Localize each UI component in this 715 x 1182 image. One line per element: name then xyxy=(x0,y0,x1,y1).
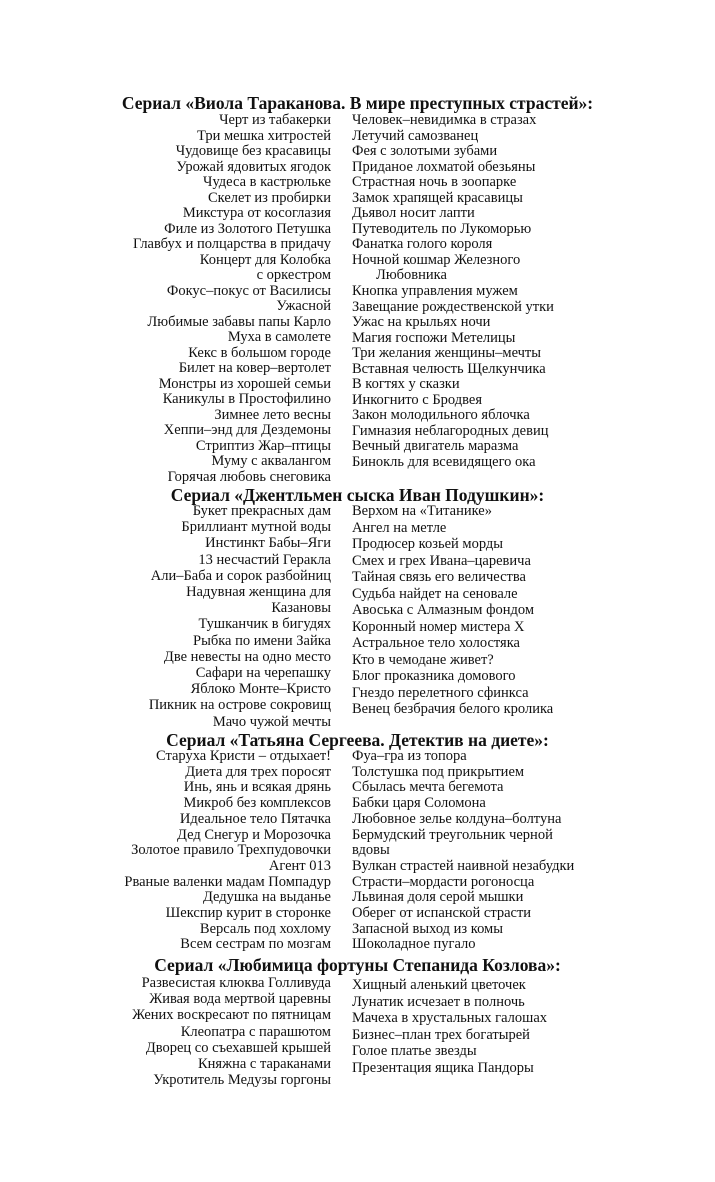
book-title: Ужасной xyxy=(276,298,331,314)
book-title: Дворец со съехавшей крышей xyxy=(145,1039,331,1056)
book-title: Человек–невидимка в стразах xyxy=(352,112,537,128)
book-title: Три желания женщины–мечты xyxy=(352,345,542,362)
book-title: Летучий самозванец xyxy=(352,127,479,144)
book-title: Золотое правило Трехпудовочки xyxy=(131,842,331,859)
book-title: Черт из табакерки xyxy=(219,112,331,128)
book-title: Завещание рождественской утки xyxy=(352,298,554,315)
book-title: Инстинкт Бабы–Яги xyxy=(205,535,331,552)
book-title: Горячая любовь снеговика xyxy=(167,468,331,485)
book-title: Али–Баба и сорок разбойниц xyxy=(150,567,331,584)
book-title: Авоська с Алмазным фондом xyxy=(352,602,535,618)
book-title: Яблоко Монте–Кристо xyxy=(190,681,331,698)
series-sergeeva-right-list xyxy=(352,749,574,953)
book-title: Любимые забавы папы Карло xyxy=(147,313,331,330)
book-title: Верхом на «Титанике» xyxy=(352,503,492,519)
book-title: В когтях у сказки xyxy=(352,376,460,393)
book-title: Бинокль для всевидящего ока xyxy=(352,454,536,471)
book-title: Диета для трех поросят xyxy=(185,763,331,780)
book-title: Мачо чужой мечты xyxy=(212,713,331,730)
book-title: Любовное зелье колдуна–болтуна xyxy=(352,810,562,827)
book-title: Астральное тело холостяка xyxy=(352,635,520,651)
book-title: Замок храпящей красавицы xyxy=(352,189,523,206)
book-title: Вулкан страстей наивной незабудки xyxy=(352,857,575,874)
series-title-kozlova: Сериал «Любимица фортуны Степанида Козлова»: xyxy=(154,955,561,975)
series-podushkin-left-list xyxy=(149,503,331,730)
book-title: Версаль под хохлому xyxy=(199,920,331,937)
book-title: Каникулы в Простофилино xyxy=(162,391,331,407)
book-title: Три мешка хитростей xyxy=(197,127,331,144)
book-title: Муму с аквалангом xyxy=(211,453,331,469)
book-title: Фуа–гра из топора xyxy=(352,748,467,764)
book-title: Хищный аленький цветочек xyxy=(352,977,526,993)
book-title: Микстура от косоглазия xyxy=(182,205,331,221)
book-title: Инь, янь и всякая дрянь xyxy=(183,779,331,796)
book-title: Продюсер козьей морды xyxy=(352,536,504,552)
book-title: Муха в самолете xyxy=(227,329,331,345)
series-title-podushkin: Сериал «Джентльмен сыска Иван Подушкин»: xyxy=(170,485,545,505)
book-title: Рваные валенки мадам Помпадур xyxy=(124,873,331,890)
book-title: Блог проказника домового xyxy=(352,668,516,684)
book-title: Дедушка на выданье xyxy=(202,889,331,906)
book-title: Две невесты на одно место xyxy=(163,648,331,665)
book-title: Главбух и полцарства в придачу xyxy=(133,236,331,252)
book-title: Путеводитель по Лукоморью xyxy=(352,220,532,237)
book-title: Чудовище без красавицы xyxy=(175,143,331,159)
book-title: Инкогнито с Бродвея xyxy=(352,391,482,408)
series-kozlova-right-list xyxy=(352,977,547,1076)
book-title: Бермудский треугольник черной xyxy=(352,826,553,843)
book-title: Всем сестрам по мозгам xyxy=(180,936,331,953)
book-title: Микроб без комплексов xyxy=(183,795,331,812)
book-title: вдовы xyxy=(352,842,390,859)
book-title: Закон молодильного яблочка xyxy=(352,407,530,424)
book-title: Гимназия неблагородных девиц xyxy=(352,422,549,439)
book-title: Бриллиант мутной воды xyxy=(181,519,331,536)
book-title: Оберег от испанской страсти xyxy=(352,905,532,922)
book-title: Старуха Кристи – отдыхает! xyxy=(156,748,331,764)
book-title: Львиная доля серой мышки xyxy=(352,889,524,906)
series-viola-left-list xyxy=(133,113,331,485)
book-title: Клеопатра с парашютом xyxy=(180,1023,331,1040)
book-title: Хеппи–энд для Дездемоны xyxy=(163,422,331,438)
book-title: Монстры из хорошей семьи xyxy=(158,375,331,392)
book-title: Идеальное тело Пятачка xyxy=(179,810,331,827)
book-title: Толстушка под прикрытием xyxy=(352,763,525,780)
book-title: Кекс в большом городе xyxy=(188,344,331,361)
book-title: Ночной кошмар Железного xyxy=(352,251,521,268)
book-title: Фанатка голого короля xyxy=(352,236,493,253)
series-kozlova-left-list xyxy=(132,975,331,1088)
book-title: Сбылась мечта бегемота xyxy=(352,779,504,796)
book-title: Чудеса в кастрюльке xyxy=(203,174,331,190)
book-title: Агент 013 xyxy=(268,857,331,874)
book-title: Дьявол носит лапти xyxy=(352,205,475,222)
book-title: Дед Снегур и Морозочка xyxy=(177,826,331,843)
book-title: Билет на ковер–вертолет xyxy=(178,360,331,376)
book-title: с оркестром xyxy=(256,267,331,283)
book-title: Мачеха в хрустальных галошах xyxy=(352,1010,548,1026)
book-title: Укротитель Медузы горгоны xyxy=(153,1072,331,1089)
book-title: Ангел на метле xyxy=(352,519,447,536)
book-title: Скелет из пробирки xyxy=(208,189,331,206)
book-title: Фея с золотыми зубами xyxy=(352,143,498,160)
book-title: Гнездо перелетного сфинкса xyxy=(352,684,529,701)
book-title: Концерт для Колобка xyxy=(199,251,331,268)
book-title: Голое платье звезды xyxy=(352,1043,477,1059)
book-title: Вставная челюсть Щелкунчика xyxy=(352,360,546,377)
series-sergeeva-left-list xyxy=(124,749,331,953)
book-title: Шоколадное пугало xyxy=(352,936,476,953)
book-title: Казановы xyxy=(271,600,331,617)
book-title: Судьба найдет на сеновале xyxy=(352,585,518,602)
book-title: Тайная связь его величества xyxy=(352,569,526,585)
book-title: Урожай ядовитых ягодок xyxy=(176,158,331,175)
book-title: Презентация ящика Пандоры xyxy=(352,1059,534,1076)
book-title: 13 несчастий Геракла xyxy=(198,551,331,568)
book-title: Букет прекрасных дам xyxy=(192,503,331,519)
book-title: Стриптиз Жар–птицы xyxy=(195,437,331,454)
book-title: Кто в чемодане живет? xyxy=(352,651,494,668)
book-title: Бизнес–план трех богатырей xyxy=(352,1026,530,1043)
book-title: Зимнее лето весны xyxy=(214,406,331,423)
book-title: Фокус–покус от Василисы xyxy=(166,282,331,299)
book-title: Филе из Золотого Петушка xyxy=(164,220,331,237)
book-title: Ужас на крыльях ночи xyxy=(352,314,491,331)
book-title: Лунатик исчезает в полночь xyxy=(352,993,525,1010)
book-title: Венец безбрачия белого кролика xyxy=(352,701,554,717)
book-title: Страстная ночь в зоопарке xyxy=(352,174,517,191)
book-title: Шекспир курит в сторонке xyxy=(165,905,331,922)
book-title: Развесистая клюква Голливуда xyxy=(141,975,331,991)
book-title: Сафари на черепашку xyxy=(195,665,331,682)
book-title: Княжна с тараканами xyxy=(197,1056,331,1073)
book-title: Смех и грех Ивана–царевича xyxy=(352,552,531,569)
book-title: Надувная женщина для xyxy=(186,584,331,601)
book-title: Живая вода мертвой царевны xyxy=(149,991,331,1008)
series-title-sergeeva: Сериал «Татьяна Сергеева. Детектив на диете»: xyxy=(166,730,549,750)
series-title-viola: Сериал «Виола Тараканова. В мире преступных страстей»: xyxy=(121,93,594,113)
book-title: Тушканчик в бигудях xyxy=(198,616,331,633)
book-title: Кнопка управления мужем xyxy=(352,283,518,300)
book-title: Любовника xyxy=(376,267,447,284)
book-title: Страсти–мордасти рогоносца xyxy=(352,873,535,890)
book-title: Коронный номер мистера Х xyxy=(352,618,525,635)
book-title: Бабки царя Соломона xyxy=(352,795,486,812)
book-title: Запасной выход из комы xyxy=(352,920,503,937)
book-title: Пикник на острове сокровищ xyxy=(148,697,331,714)
book-title: Приданое лохматой обезьяны xyxy=(352,158,536,175)
series-viola-right-list xyxy=(352,113,554,471)
book-title: Рыбка по имени Зайка xyxy=(193,632,331,649)
book-title: Магия госпожи Метелицы xyxy=(352,329,516,346)
series-podushkin-right-list xyxy=(352,503,553,718)
book-title: Жених воскресают по пятницам xyxy=(132,1007,331,1024)
book-title: Вечный двигатель маразма xyxy=(352,438,519,455)
